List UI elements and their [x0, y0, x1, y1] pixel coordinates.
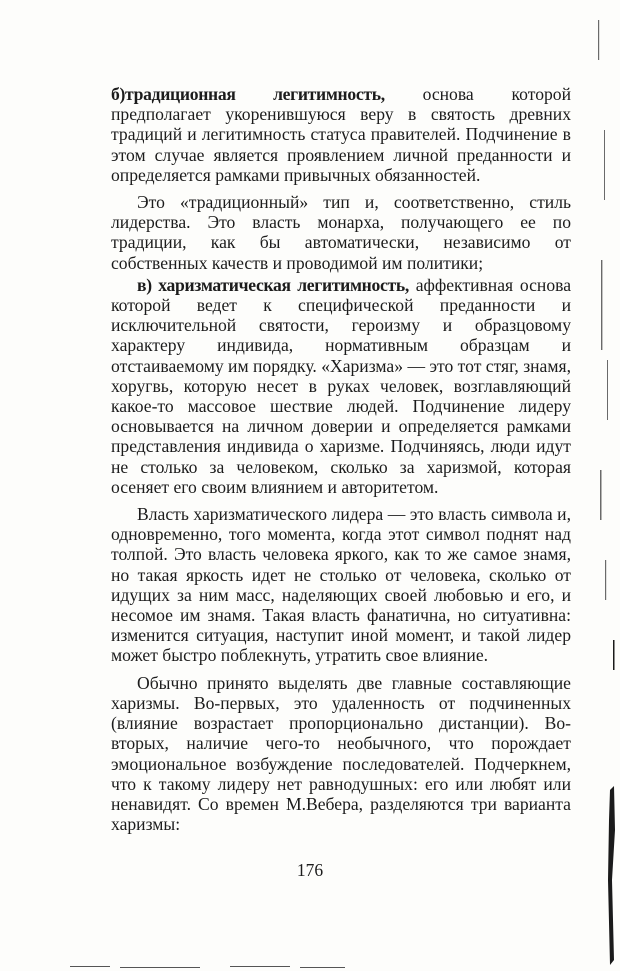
- paragraph-charisma-components: [111, 673, 571, 835]
- paragraph-text: Это «традиционный» тип и, соответственно, стиль лидерства. Это власть монарха, получающего ее по традиции, как бы автоматически, независимо от собственных качеств и проводимой им политики;: [111, 192, 571, 273]
- bold-term-charismatic: в) харизматическая легитимность,: [137, 274, 409, 295]
- paragraph-text: аффективная основа которой ведет к специфической преданности и исключительной святости, героизму и образцовому характеру индивида, нормативным образцам и отстаиваемому им порядку. «Харизма» — это тот стяг, знамя, хоругвь, которую несет в руках человек, возглавляющий какое-то массовое шествие людей. Подчинение лидеру основывается на личном доверии и определяется рамками представления индивида о харизме. Подчиняясь, люди идут не столько за человеком, сколько за харизмой, которая осеняет его своим влиянием и авторитетом.: [111, 274, 572, 497]
- paragraph-text: основа которой предполагает укоренившуюся веру в святость древних традиций и легитимность статуса правителей. Подчинение в этом случае является проявлением личной преданности и определяется рамками привычных обязанностей.: [111, 84, 571, 185]
- paragraph-charismatic-legitimacy: [111, 275, 571, 497]
- scan-bottom-artifact: [0, 957, 620, 971]
- paragraph-traditional-legitimacy: [111, 84, 571, 185]
- paragraph-text: Власть харизматического лидера — это власть символа и, одновременно, того момента, когда этот символ поднят над толпой. Это власть человека яркого, как то же самое знамя, но такая яркость идет не столько от человека, сколько от идущих за ним масс, наделяющих своей любовью и его, и несомое им знамя. Такая власть фанатична, но ситуативна: изменится ситуация, наступит иной момент, и такой лидер может быстро поблекнуть, утратить свое влияние.: [111, 504, 571, 666]
- paragraph-text: Обычно принято выделять две главные составляющие харизмы. Во-первых, это удаленность от подчиненных (влияние возрастает пропорционально дистанции). Во-вторых, наличие чего-то необычного, что порождает эмоциональное возбуждение последователей. Подчеркнем, что к такому лидеру нет равнодушных: его или любят или ненавидят. Со времен М.Вебера, разделяются три варианта харизмы:: [111, 672, 571, 835]
- page-text: [111, 84, 571, 834]
- page-number: 176: [296, 860, 324, 880]
- paragraph-traditional-leadership: [111, 192, 571, 273]
- paragraph-charismatic-power: [111, 504, 571, 666]
- bold-term-traditional: б)традиционная легитимность,: [111, 84, 385, 104]
- scan-edge-artifact: [574, 0, 620, 971]
